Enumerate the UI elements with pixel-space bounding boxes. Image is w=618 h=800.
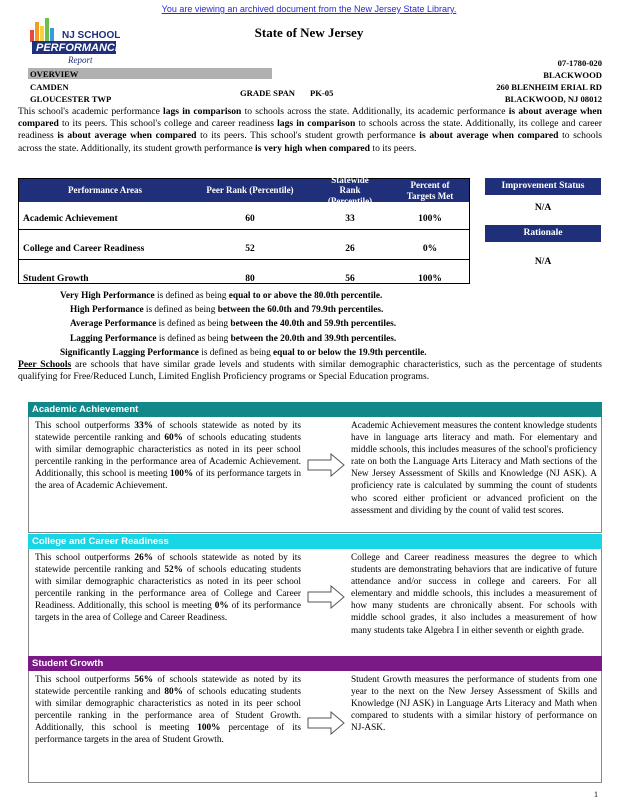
definition-term: Very High Performance xyxy=(60,291,155,301)
definition-range: between the 60.0th and 79.9th percentiles. xyxy=(217,305,384,316)
peer-schools-text: are schools that have similar grade levels and students with similar demographic characteristics, such as the percentage of students qualifying for Free/Reduced Lunch, Limited English Proficiency programs or Special Education programs. xyxy=(18,359,602,383)
school-name: BLACKWOOD xyxy=(543,70,602,80)
section-summary-run: of schools statewide as noted by its statewide percentile ranking and xyxy=(35,553,301,576)
right-arrow-icon xyxy=(307,585,345,609)
definition-range: between the 40.0th and 59.9th percentiles. xyxy=(230,319,397,330)
col-header-state: Statewide Rank (Percentile) xyxy=(309,179,391,202)
summary-run: to schools across the state. Additionally, its student growth performance xyxy=(18,130,602,154)
section-description: College and Career readiness measures the degree to which students are demonstrating behaviors that are indicative of future attendance and/or success in college and careers. For all elementary and middle schools, this includes a measurement of how many students are chronically absent. For schools with middle school grades, it also includes a measurement of how many students take Algebra I in either seventh or eighth grade. xyxy=(351,553,597,636)
section-header: Student Growth xyxy=(28,656,602,671)
improvement-status-header: Improvement Status xyxy=(485,178,601,195)
summary-run: is about average when compared xyxy=(18,106,602,130)
section-summary-run: of schools statewide as noted by its statewide percentile ranking and xyxy=(35,421,301,444)
school-city: BLACKWOOD, NJ 08012 xyxy=(504,94,602,104)
section-summary-run: 100% xyxy=(169,469,194,480)
table-divider xyxy=(19,259,469,260)
logo-line2: PERFORMANCE xyxy=(36,42,123,54)
section-summary-run: of its performance targets in the area of Academic Achievement. xyxy=(35,469,301,492)
definition-item xyxy=(60,289,427,303)
section-summary-run: This school outperforms xyxy=(35,553,135,563)
summary-run: to its peers. This school's college and career readiness xyxy=(58,118,278,130)
row-area-growth: Student Growth xyxy=(23,274,89,284)
summary-run: to schools across the state. Additionally, its academic performance xyxy=(241,106,509,117)
section-summary-run: percentage of its performance targets in the area of Student Growth. xyxy=(35,723,301,746)
county-name: CAMDEN xyxy=(30,82,69,92)
section-body xyxy=(28,671,602,783)
section-summary xyxy=(35,674,301,747)
definition-item xyxy=(60,332,427,346)
section-summary-run: of schools educating students with similar demographic characteristics as noted in its peer school percentile ranking in the performance area of College and Career Readiness. Additionally, this school is meeting xyxy=(35,565,301,612)
section-summary-run: This school outperforms xyxy=(35,675,135,685)
definition-mid: is defined as being xyxy=(198,347,274,358)
nj-school-performance-logo xyxy=(28,16,138,66)
logo-line3: Report xyxy=(68,55,93,65)
district-name: GLOUCESTER TWP xyxy=(30,94,112,104)
summary-run: is very high when compared xyxy=(255,142,370,154)
section-summary-run: 56% xyxy=(134,675,154,685)
summary-run: is about average when compared xyxy=(57,130,197,142)
section-header: College and Career Readiness xyxy=(28,534,602,549)
definition-range: equal to or below the 19.9th percentile. xyxy=(273,347,427,358)
row-state-growth: 56 xyxy=(345,274,355,284)
summary-run: to its peers. This school's student growth performance xyxy=(196,130,420,142)
logo-line1: NJ SCHOOL xyxy=(62,30,121,41)
definition-mid: is defined as being xyxy=(154,291,229,301)
definition-mid: is defined as being xyxy=(156,333,231,344)
col-header-area: Performance Areas xyxy=(19,179,191,202)
definition-item xyxy=(60,317,427,331)
section-header: Academic Achievement xyxy=(28,402,602,417)
row-peer-academic: 60 xyxy=(245,214,255,224)
rationale-header: Rationale xyxy=(485,225,601,242)
definition-item xyxy=(60,303,427,317)
improvement-status-value: N/A xyxy=(534,203,552,213)
table-divider xyxy=(19,229,469,230)
page-number: 1 xyxy=(594,790,598,799)
col-header-peer: Peer Rank (Percentile) xyxy=(191,179,309,202)
archive-notice-link[interactable]: You are viewing an archived document from the New Jersey State Library. xyxy=(161,4,457,14)
section-summary-run: 52% xyxy=(164,565,183,576)
grade-span-value: PK-05 xyxy=(310,88,334,98)
right-arrow-icon xyxy=(307,711,345,735)
summary-run: is about average when compared xyxy=(419,130,559,142)
row-area-academic: Academic Achievement xyxy=(23,214,118,224)
row-state-college: 26 xyxy=(345,244,355,254)
definition-term: Lagging Performance xyxy=(70,333,157,344)
peer-schools-note xyxy=(18,359,602,383)
peer-schools-label: Peer Schools xyxy=(18,359,72,370)
section-description: Academic Achievement measures the content knowledge students have in language arts literacy and math. For elementary and middle schools, this includes measures of the school's proficiency rate on both the Language Arts Literacy and Math sections of the New Jersey Assessment of Skills and Knowledge (NJ ASK). A proficiency rate is calculated by summing the count of students who scored either proficient or advanced proficient on the assessment and dividing by the count of valid test scores. xyxy=(351,421,597,516)
definition-mid: is defined as being xyxy=(143,305,218,316)
row-targets-academic: 100% xyxy=(418,214,442,224)
rationale-value: N/A xyxy=(534,257,552,267)
definition-mid: is defined as being xyxy=(156,319,231,330)
summary-run: lags in comparison xyxy=(163,106,242,117)
section-body xyxy=(28,549,602,666)
section-summary-run: 60% xyxy=(164,433,183,444)
section-summary-run: This school outperforms xyxy=(35,421,135,431)
definition-term: Significantly Lagging Performance xyxy=(60,347,199,358)
row-peer-growth: 80 xyxy=(245,274,255,284)
definition-item xyxy=(60,346,427,360)
definition-range: between the 20.0th and 39.9th percentiles. xyxy=(230,333,397,344)
section-summary-run: 33% xyxy=(134,421,154,431)
section-summary xyxy=(35,420,301,493)
school-code: 07-1780-020 xyxy=(557,58,602,68)
row-targets-college: 0% xyxy=(422,244,438,254)
section-summary-run: of schools educating students with similar demographic characteristics as noted in its peer school percentile ranking in the performance area of Academic Achievement. Additionally, this school is meeting xyxy=(35,433,301,480)
definition-range: equal to or above the 80.0th percentile. xyxy=(228,291,383,301)
section-summary-run: 100% xyxy=(197,723,221,734)
col-header-targets: Percent of Targets Met xyxy=(391,179,469,202)
performance-definitions xyxy=(60,289,427,360)
school-address: 260 BLENHEIM ERIAL RD xyxy=(496,82,602,92)
section-description: Student Growth measures the performance of students from one year to the next on the New Jersey Assessment of Skills and Knowledge (NJ ASK) in Language Arts Literacy and Math when compared to students with a similar history of performance on NJ-ASK. xyxy=(351,675,597,734)
section-summary xyxy=(35,552,301,625)
summary-run: This school's academic performance xyxy=(18,106,164,117)
section-summary-run: of schools educating students with similar demographic characteristics as noted in its peer school percentile ranking in the performance area of Student Growth. Additionally, this school is meeting xyxy=(35,687,301,734)
right-arrow-icon xyxy=(307,453,345,477)
section-summary-run: of schools statewide as noted by its statewide percentile ranking and xyxy=(35,675,301,698)
page-title: State of New Jersey xyxy=(254,25,364,40)
row-targets-growth: 100% xyxy=(418,274,442,284)
section-summary-run: of its performance targets in the area of College and Career Readiness. xyxy=(35,601,301,624)
definition-term: Average Performance xyxy=(70,319,157,330)
summary-run: lags in comparison xyxy=(277,118,356,130)
row-area-college: College and Career Readiness xyxy=(23,244,145,254)
performance-table xyxy=(18,174,470,284)
definition-term: High Performance xyxy=(70,305,144,316)
row-peer-college: 52 xyxy=(245,244,255,254)
section-label: OVERVIEW xyxy=(30,69,79,79)
summary-run: to its peers. xyxy=(370,142,417,154)
section-summary-run: 80% xyxy=(164,687,183,698)
grade-span-label: GRADE SPAN xyxy=(240,88,295,98)
section-summary-run: 26% xyxy=(134,553,154,563)
summary-run: to schools across the state. Additionally, its college and career readiness xyxy=(18,118,602,142)
row-state-academic: 33 xyxy=(345,214,355,224)
section-summary-run: 0% xyxy=(214,601,229,612)
performance-summary xyxy=(18,106,602,155)
section-body xyxy=(28,417,602,533)
